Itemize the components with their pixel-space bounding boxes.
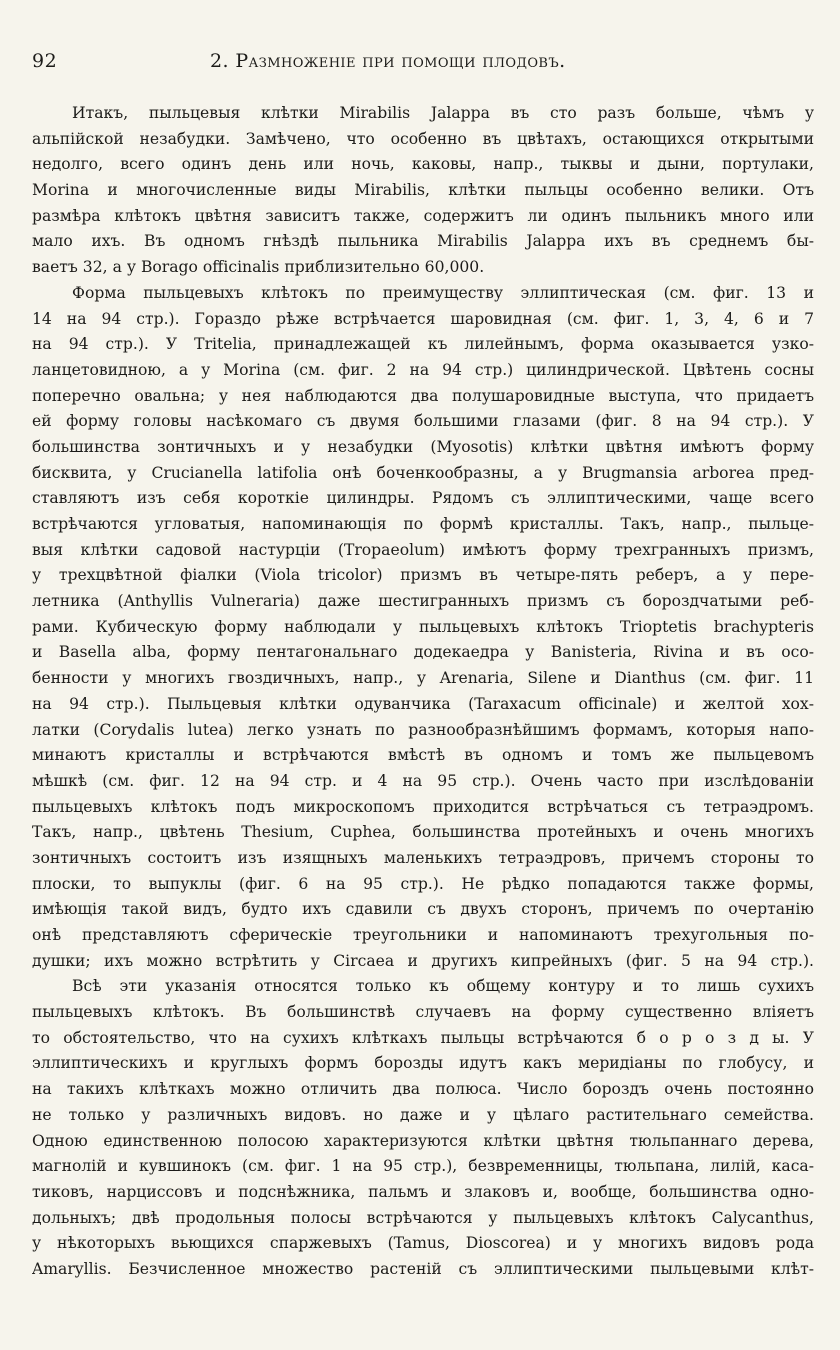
page-number: 92 [32, 50, 58, 72]
text-line: летника (Anthyllis Vulneraria) даже шестигранныхъ призмъ съ бороздчатыми реб- [32, 592, 814, 611]
text-line: тиковъ, нарциссовъ и подснѣжника, пальмъ и злаковъ и, вообще, большинства одно- [32, 1182, 814, 1201]
text-line: латки (Corydalis lutea) легко узнать по разнообразнѣйшимъ формамъ, которыя напо- [32, 720, 814, 739]
text-line: Форма пыльцевыхъ клѣтокъ по преимуществу эллиптическая (см. фиг. 13 и [72, 283, 814, 302]
text-line: бенности у многихъ гвоздичныхъ, напр., у Arenaria, Silene и Dianthus (см. фиг. 11 [32, 669, 814, 688]
text-line: бисквита, у Crucianella latifolia онѣ боченкообразны, а у Brugmansia arborea пред- [32, 463, 814, 482]
text-line: встрѣчаются угловатыя, напоминающія по формѣ кристаллы. Такъ, напр., пыльце- [32, 515, 814, 533]
text-line: Итакъ, пыльцевыя клѣтки Mirabilis Jalappa въ сто разъ больше, чѣмъ у [72, 104, 814, 122]
text-line: большинства зонтичныхъ и у незабудки (Myosotis) клѣтки цвѣтня имѣютъ форму [32, 437, 814, 456]
text-line: 14 на 94 стр.). Гораздо рѣже встрѣчается шаровидная (см. фиг. 1, 3, 4, 6 и 7 [32, 309, 814, 328]
text-line: на такихъ клѣткахъ можно отличить два полюса. Число бороздъ очень постоянно [32, 1080, 814, 1099]
text-line: размѣра клѣтокъ цвѣтня зависитъ также, содержитъ ли одинъ пыльникъ много или [32, 206, 814, 225]
running-title: 2. Размноженіе при помощи плодовъ. [210, 50, 566, 72]
text-line: онѣ представляютъ сферическіе треугольники и напоминаютъ трехугольныя по- [32, 926, 814, 944]
text-line: пыльцевыхъ клѣтокъ подъ микроскопомъ приходится встрѣчаться съ тетраэдромъ. [32, 797, 814, 816]
text-line: недолго, всего одинъ день или ночь, каковы, напр., тыквы и дыни, портулаки, [32, 155, 814, 174]
text-line: Такъ, напр., цвѣтень Thesium, Cuphea, большинства протейныхъ и очень многихъ [32, 823, 814, 842]
text-line: Amaryllis. Безчисленное множество растеній съ эллиптическими пыльцевыми клѣт- [32, 1259, 814, 1278]
page-header [32, 50, 814, 84]
text-line: пыльцевыхъ клѣтокъ. Въ большинствѣ случаевъ на форму существенно вліяетъ [32, 1003, 814, 1022]
text-line: Всѣ эти указанія относятся только къ общему контуру и то лишь сухихъ [72, 977, 814, 996]
text-line: эллиптическихъ и круглыхъ формъ борозды идутъ какъ меридіаны по глобусу, и [32, 1054, 814, 1073]
text-line: у нѣкоторыхъ вьющихся спаржевыхъ (Tamus, Dioscorea) и у многихъ видовъ рода [32, 1234, 814, 1253]
text-line: ей форму головы насѣкомаго съ двумя большими глазами (фиг. 8 на 94 стр.). У [32, 412, 814, 431]
text-line: альпійской незабудки. Замѣчено, что особенно въ цвѣтахъ, остающихся открытыми [32, 129, 814, 148]
text-line: выя клѣтки садовой настурціи (Tropaeolum) имѣютъ форму трехгранныхъ призмъ, [32, 540, 814, 559]
text-line: мало ихъ. Въ одномъ гнѣздѣ пыльника Mirabilis Jalappa ихъ въ среднемъ бы- [32, 232, 814, 251]
text-line: не только у различныхъ видовъ. но даже и у цѣлаго растительнаго семейства. [32, 1105, 814, 1124]
text-line: плоски, то выпуклы (фиг. 6 на 95 стр.). Не рѣдко попадаются также формы, [32, 874, 814, 893]
text-line: на 94 стр.). Пыльцевыя клѣтки одуванчика (Taraxacum officinale) и желтой хох- [32, 694, 814, 713]
text-line: на 94 стр.). У Tritelia, принадлежащей къ лилейнымъ, форма оказывается узко- [32, 335, 814, 354]
text-line: и Basella alba, форму пентагональнаго додекаедра у Banisteria, Rivina и въ осо- [32, 643, 814, 662]
text-line: рами. Кубическую форму наблюдали у пыльцевыхъ клѣтокъ Trioptetis brachypteris [32, 617, 814, 636]
text-line: поперечно овальна; у нея наблюдаются два полушаровидные выступа, что придаетъ [32, 386, 814, 405]
text-line: у трехцвѣтной фіалки (Viola tricolor) призмъ въ четыре-пять реберъ, а у пере- [32, 566, 814, 585]
text-line: ланцетовидною, а у Morina (см. фиг. 2 на 94 стр.) цилиндрической. Цвѣтень сосны [32, 360, 814, 379]
text-line: Одною единственною полосою характеризуются клѣтки цвѣтня тюльпаннаго дерева, [32, 1131, 814, 1150]
text-line: то обстоятельство, что на сухихъ клѣткахъ пыльцы встрѣчаются б о р о з д ы. У [32, 1028, 814, 1047]
text-line: душки; ихъ можно встрѣтить у Circaea и другихъ кипрейныхъ (фиг. 5 на 94 стр.). [32, 951, 814, 970]
text-line: ваетъ 32, а у Borago officinalis приблизительно 60,000. [32, 258, 485, 277]
text-line: имѣющія такой видъ, будто ихъ сдавили съ двухъ сторонъ, причемъ по очертанію [32, 900, 814, 919]
text-line: зонтичныхъ состоитъ изъ изящныхъ маленькихъ тетраэдровъ, причемъ стороны то [32, 848, 814, 867]
text-line: дольныхъ; двѣ продольныя полосы встрѣчаются у пыльцевыхъ клѣтокъ Calycanthus, [32, 1208, 814, 1227]
text-line: мѣшкѣ (см. фиг. 12 на 94 стр. и 4 на 95 стр.). Очень часто при изслѣдованіи [32, 771, 814, 790]
text-line: минаютъ кристаллы и встрѣчаются вмѣстѣ въ одномъ и томъ же пыльцевомъ [32, 746, 814, 765]
text-line: магнолій и кувшинокъ (см. фиг. 1 на 95 стр.), безвременницы, тюльпана, лилій, каса- [32, 1157, 814, 1176]
text-line: ставляютъ изъ себя короткіе цилиндры. Рядомъ съ эллиптическими, чаще всего [32, 489, 814, 508]
text-line: Morina и многочисленные виды Mirabilis, клѣтки пыльцы особенно велики. Отъ [32, 181, 814, 200]
body-text [32, 101, 814, 1283]
